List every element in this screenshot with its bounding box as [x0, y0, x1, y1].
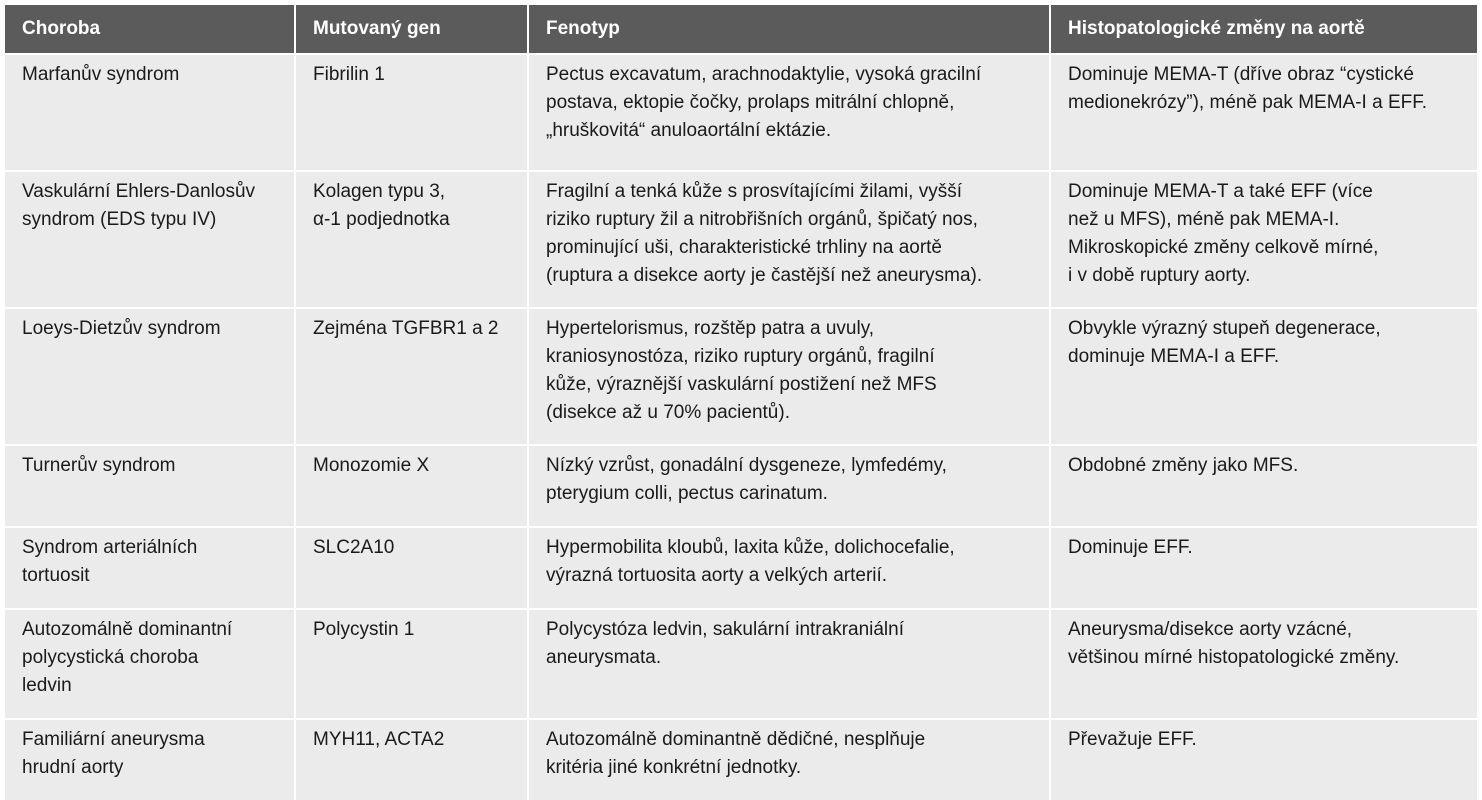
cell-disease: Syndrom arteriálních tortuosit	[5, 527, 295, 609]
cell-disease: Turnerův syndrom	[5, 445, 295, 527]
cell-histopathology: Dominuje MEMA-T a také EFF (více než u MFS), méně pak MEMA-I. Mikroskopické změny celkově mírné, i v době ruptury aorty.	[1050, 171, 1477, 308]
table-body	[5, 54, 1477, 800]
header-row	[5, 5, 1477, 54]
cell-phenotype: Fragilní a tenká kůže s prosvítajícími žilami, vyšší riziko ruptury žil a nitrobřišních orgánů, špičatý nos, prominující uši, charakteristické trhliny na aortě (ruptura a disekce aorty je častější než aneurysma).	[528, 171, 1050, 308]
header-phenotype: Fenotyp	[528, 5, 1050, 54]
cell-gene: MYH11, ACTA2	[295, 719, 528, 800]
table-row	[5, 445, 1477, 527]
cell-disease: Loeys-Dietzův syndrom	[5, 308, 295, 445]
cell-gene: Polycystin 1	[295, 609, 528, 719]
table-row	[5, 719, 1477, 800]
cell-histopathology: Obdobné změny jako MFS.	[1050, 445, 1477, 527]
genetic-aortopathy-table-wrapper	[5, 5, 1477, 800]
header-disease: Choroba	[5, 5, 295, 54]
cell-gene: Zejména TGFBR1 a 2	[295, 308, 528, 445]
cell-histopathology: Obvykle výrazný stupeň degenerace, dominuje MEMA-I a EFF.	[1050, 308, 1477, 445]
cell-histopathology: Dominuje EFF.	[1050, 527, 1477, 609]
table-row	[5, 54, 1477, 171]
cell-disease: Autozomálně dominantní polycystická choroba ledvin	[5, 609, 295, 719]
cell-gene: Kolagen typu 3, α-1 podjednotka	[295, 171, 528, 308]
cell-histopathology: Aneurysma/disekce aorty vzácné, většinou mírné histopatologické změny.	[1050, 609, 1477, 719]
header-gene: Mutovaný gen	[295, 5, 528, 54]
cell-histopathology: Převažuje EFF.	[1050, 719, 1477, 800]
cell-phenotype: Pectus excavatum, arachnodaktylie, vysoká gracilní postava, ektopie čočky, prolaps mitrální chlopně, „hruškovitá“ anuloaortální ektázie.	[528, 54, 1050, 171]
cell-phenotype: Polycystóza ledvin, sakulární intrakraniální aneurysmata.	[528, 609, 1050, 719]
genetic-aortopathy-table	[5, 5, 1477, 800]
cell-phenotype: Nízký vzrůst, gonadální dysgeneze, lymfedémy, pterygium colli, pectus carinatum.	[528, 445, 1050, 527]
table-header	[5, 5, 1477, 54]
cell-disease: Familiární aneurysma hrudní aorty	[5, 719, 295, 800]
table-row	[5, 171, 1477, 308]
cell-histopathology: Dominuje MEMA-T (dříve obraz “cystické medionekrózy”), méně pak MEMA-I a EFF.	[1050, 54, 1477, 171]
cell-disease: Vaskulární Ehlers-Danlosův syndrom (EDS typu IV)	[5, 171, 295, 308]
cell-gene: Fibrilin 1	[295, 54, 528, 171]
header-histopathology: Histopatologické změny na aortě	[1050, 5, 1477, 54]
cell-disease: Marfanův syndrom	[5, 54, 295, 171]
table-row	[5, 527, 1477, 609]
table-row	[5, 609, 1477, 719]
cell-gene: SLC2A10	[295, 527, 528, 609]
cell-phenotype: Autozomálně dominantně dědičné, nesplňuje kritéria jiné konkrétní jednotky.	[528, 719, 1050, 800]
table-row	[5, 308, 1477, 445]
cell-phenotype: Hypertelorismus, rozštěp patra a uvuly, kraniosynostóza, riziko ruptury orgánů, fragilní kůže, výraznější vaskulární postižení než MFS (disekce až u 70% pacientů).	[528, 308, 1050, 445]
cell-phenotype: Hypermobilita kloubů, laxita kůže, dolichocefalie, výrazná tortuosita aorty a velkých arterií.	[528, 527, 1050, 609]
cell-gene: Monozomie X	[295, 445, 528, 527]
